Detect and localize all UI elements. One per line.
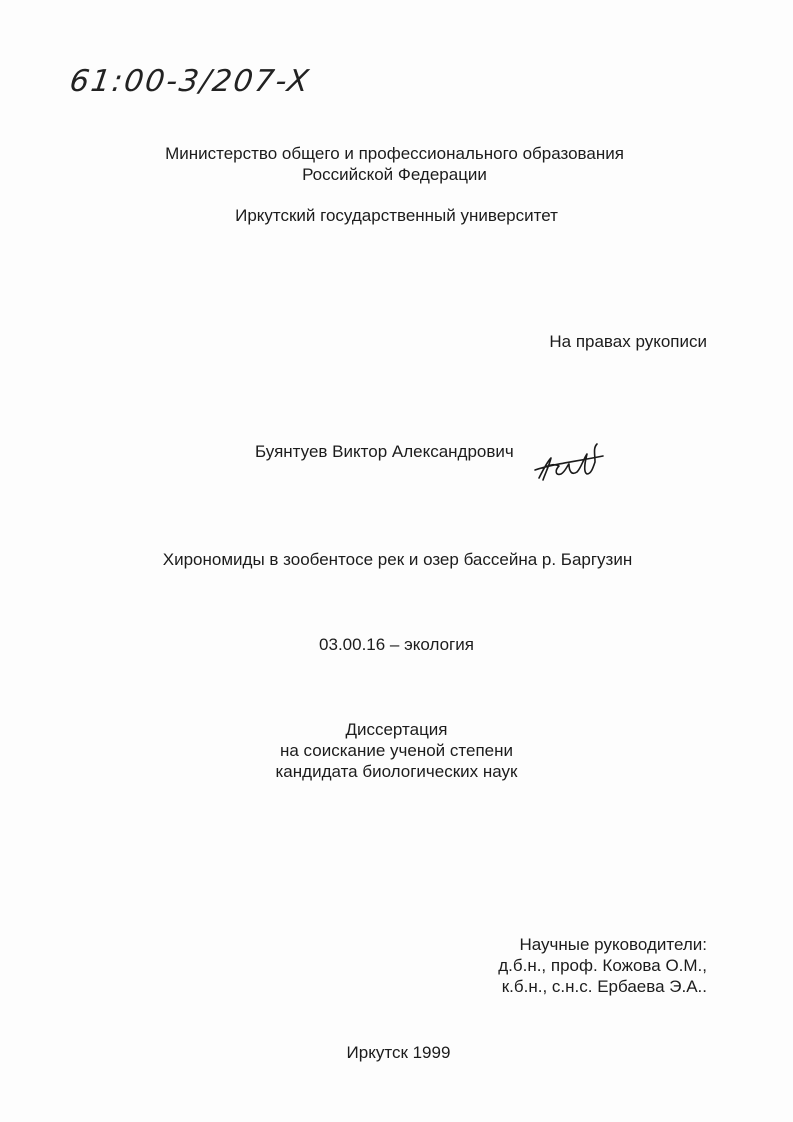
degree-line-2: на соискание ученой степени [279,741,513,760]
author-name: Буянтуев Виктор Александрович [255,442,514,461]
supervisors-heading: Научные руководители: [519,935,707,954]
supervisors-block [498,934,707,997]
signature-icon [533,434,605,486]
manuscript-note: На правах рукописи [549,332,707,351]
city-year: Иркутск 1999 [346,1043,451,1062]
degree-line-1: Диссертация [345,720,448,739]
thesis-title: Хирономиды в зообентосе рек и озер бассейна р. Баргузин [162,550,633,569]
ministry-line-1: Министерство общего и профессионального образования [165,144,624,163]
degree-line-3: кандидата биологических наук [275,762,518,781]
archive-code: 61:00-3/207-X [67,64,313,99]
specialty-code: 03.00.16 – экология [319,635,474,654]
ministry-line-2: Российской Федерации [302,165,487,184]
university-name: Иркутский государственный университет [235,206,558,225]
supervisor-2: к.б.н., с.н.с. Ербаева Э.А.. [501,977,707,996]
supervisor-1: д.б.н., проф. Кожова О.М., [498,956,707,975]
